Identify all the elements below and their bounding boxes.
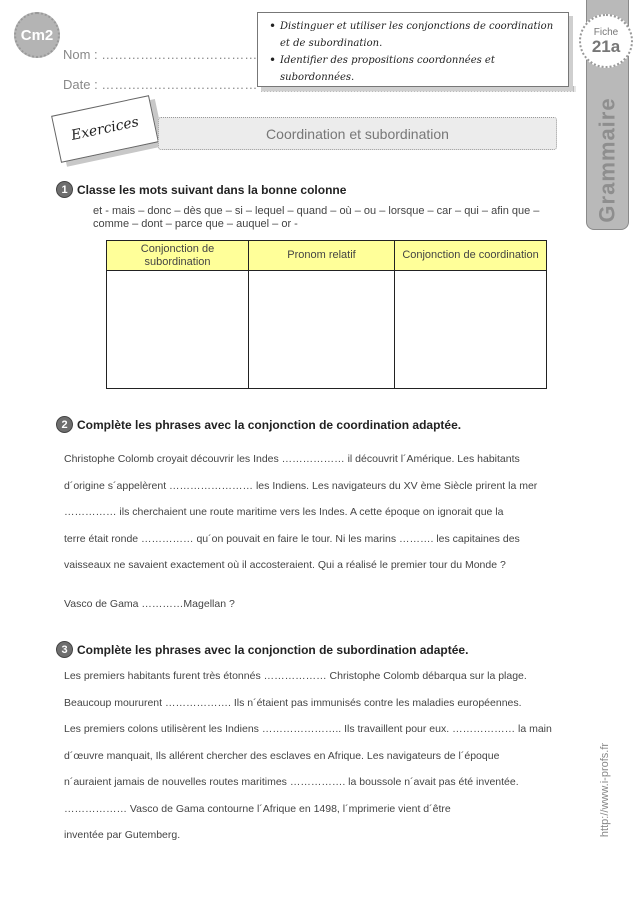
text-line[interactable]: Beaucoup moururent ………………. Ils n´étaient pas immunisés contre les maladies européennes.: [64, 696, 522, 709]
word-list: et - mais – donc – dès que – si – lequel – quand – où – ou – lorsque – car – qui – afin que – comme – dont – parce que – auquel – or -: [93, 205, 540, 230]
level-badge-text: Cm2: [20, 26, 54, 44]
text-line-question[interactable]: Vasco de Gama …………Magellan ?: [64, 597, 235, 610]
fiche-number: 21a: [591, 36, 621, 56]
text-line[interactable]: d´origine s´appelèrent …………………… les Indiens. Les navigateurs du XV ème Siècle prirent la mer: [64, 479, 538, 492]
fiche-badge: [579, 14, 633, 68]
objective-item: • Distinguer et utiliser les conjonctions de coordination et de subordination.: [280, 18, 560, 52]
answer-cell-pronom-relatif[interactable]: [249, 271, 395, 389]
name-field[interactable]: [63, 47, 257, 62]
exercises-card: [51, 95, 159, 163]
text-line[interactable]: n´auraient jamais de nouvelles routes maritimes ……………. la boussole n´avait pas été inventée.: [64, 776, 519, 788]
table-row: [107, 271, 547, 389]
text-line: inventée par Gutemberg.: [64, 829, 181, 841]
objectives-note: [257, 12, 569, 87]
date-field[interactable]: [63, 77, 257, 92]
exercise-3-instruction: Complète les phrases avec la conjonction de subordination adaptée.: [77, 642, 469, 657]
answer-cell-coordination[interactable]: [395, 271, 547, 389]
exercise-1-instruction: Classe les mots suivant dans la bonne colonne: [77, 182, 347, 197]
exercises-label: Exercices: [69, 114, 141, 144]
answer-cell-subordination[interactable]: [107, 271, 249, 389]
text-line[interactable]: Les premiers colons utilisèrent les Indiens ………………….. Ils travaillent pour eux. ……………… la main: [64, 723, 552, 735]
date-blank[interactable]: ………………………………: [101, 77, 258, 92]
date-label: Date :: [63, 77, 98, 92]
text-line[interactable]: Les premiers habitants furent très étonnés ……………… Christophe Colomb débarqua sur la plage.: [64, 670, 527, 682]
text-line[interactable]: Christophe Colomb croyait découvrir les Indes ……………… il découvrit l´Amérique. Les habitants: [64, 453, 520, 465]
text-line: d´œuvre manquait, Ils allérent chercher des esclaves en Afrique. Les navigateurs de l´époque: [64, 749, 500, 762]
source-url: [590, 725, 620, 855]
classification-table: [106, 240, 547, 389]
exercise-1-header: [56, 181, 346, 198]
number-badge-2: 2: [56, 416, 73, 433]
name-label: Nom :: [63, 47, 98, 62]
exercise-2-text: [64, 446, 537, 617]
text-line[interactable]: …………… ils cherchaient une route maritime vers les Indes. A cette époque on ignorait que la: [64, 506, 504, 518]
page-title: Coordination et subordination: [158, 117, 557, 150]
number-badge-3: 3: [56, 641, 73, 658]
name-blank[interactable]: ………………………………: [101, 47, 258, 62]
exercise-3-text: [64, 663, 552, 849]
text-line[interactable]: terre était ronde …………… qu´on pouvait en faire le tour. Ni les marins ………. les capitaines des: [64, 532, 520, 545]
text-line[interactable]: ……………… Vasco de Gama contourne l´Afrique en 1498, l´mprimerie vient d´être: [64, 802, 451, 815]
subject-label: [584, 97, 632, 223]
level-badge: [14, 12, 60, 58]
subject-text: Grammaire: [595, 97, 620, 223]
exercise-3-header: [56, 641, 468, 658]
source-url-text: http://www.i-profs.fr: [599, 742, 612, 838]
exercise-2-instruction: Complète les phrases avec la conjonction de coordination adaptée.: [77, 417, 462, 432]
exercise-2-header: [56, 416, 461, 433]
number-badge-1: 1: [56, 181, 73, 198]
col-coordination: Conjonction de coordination: [395, 241, 547, 271]
text-line: vaisseaux ne savaient exactement où il accosteraient. Qui a réalisé le premier tour du Monde ?: [64, 559, 506, 571]
objective-item: • Identifier des propositions coordonnées et subordonnées.: [280, 52, 560, 86]
col-pronom-relatif: Pronom relatif: [249, 241, 395, 271]
fiche-label: Fiche: [593, 26, 619, 38]
col-subordination: Conjonction de subordination: [107, 241, 249, 271]
